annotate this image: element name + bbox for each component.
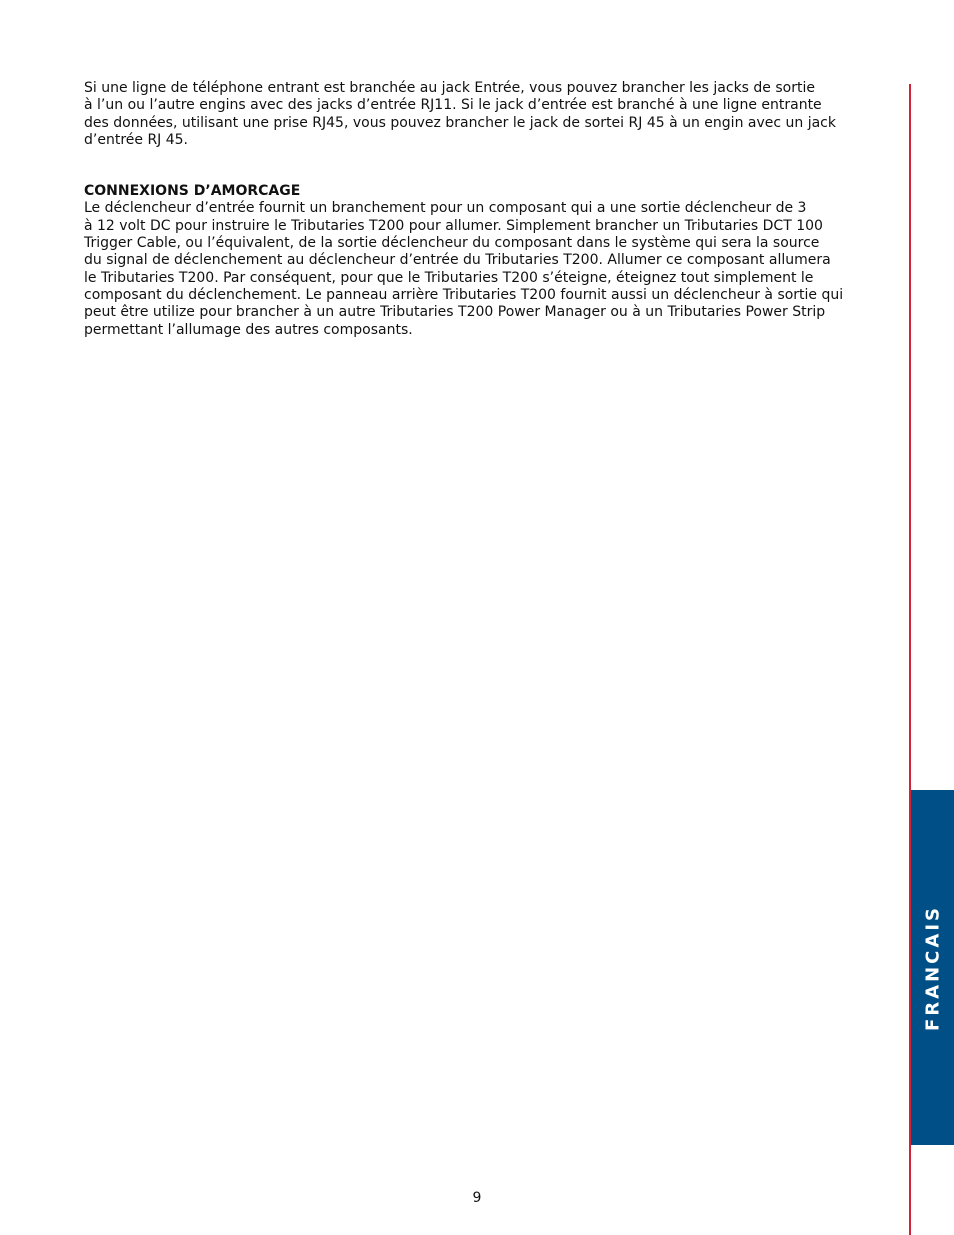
paragraph-line: à l’un ou l’autre engins avec des jacks d’entrée RJ11. Si le jack d’entrée est branché à une ligne entrante <box>84 97 822 114</box>
paragraph-line: le Tributaries T200. Par conséquent, pour que le Tributaries T200 s’éteigne, éteignez tout simplement le <box>84 269 814 286</box>
language-tab-label: FRANCAIS <box>922 904 943 1031</box>
paragraph-line: peut être utilize pour brancher à un autre Tributaries T200 Power Manager ou à un Tributaries Power Strip <box>84 304 826 321</box>
paragraph-line: d’entrée RJ 45. <box>84 131 189 148</box>
paragraph-line: composant du déclenchement. Le panneau arrière Tributaries T200 fournit aussi un déclencheur à sortie qui <box>84 286 844 303</box>
paragraph-line: à 12 volt DC pour instruire le Tributaries T200 pour allumer. Simplement brancher un Tributaries DCT 100 <box>84 217 823 234</box>
section-paragraph <box>84 200 884 338</box>
paragraph-line: permettant l’allumage des autres composants. <box>84 321 413 338</box>
language-tab <box>911 790 954 1145</box>
paragraph-line: du signal de déclenchement au déclencheur d’entrée du Tributaries T200. Allumer ce composant allumera <box>84 252 831 269</box>
intro-paragraph <box>84 80 884 149</box>
paragraph-line: Trigger Cable, ou l’équivalent, de la sortie déclencheur du composant dans le système qui sera la source <box>84 235 820 252</box>
page-number: 9 <box>472 1190 482 1206</box>
page-content <box>84 80 884 339</box>
paragraph-line: Le déclencheur d’entrée fournit un branchement pour un composant qui a une sortie déclencheur de 3 <box>84 200 807 217</box>
paragraph-line: des données, utilisant une prise RJ45, vous pouvez brancher le jack de sortei RJ 45 à un engin avec un jack <box>84 114 836 131</box>
section-heading: CONNEXIONS D’AMORCAGE <box>84 183 301 200</box>
paragraph-line: Si une ligne de téléphone entrant est branchée au jack Entrée, vous pouvez brancher les jacks de sortie <box>84 80 815 96</box>
